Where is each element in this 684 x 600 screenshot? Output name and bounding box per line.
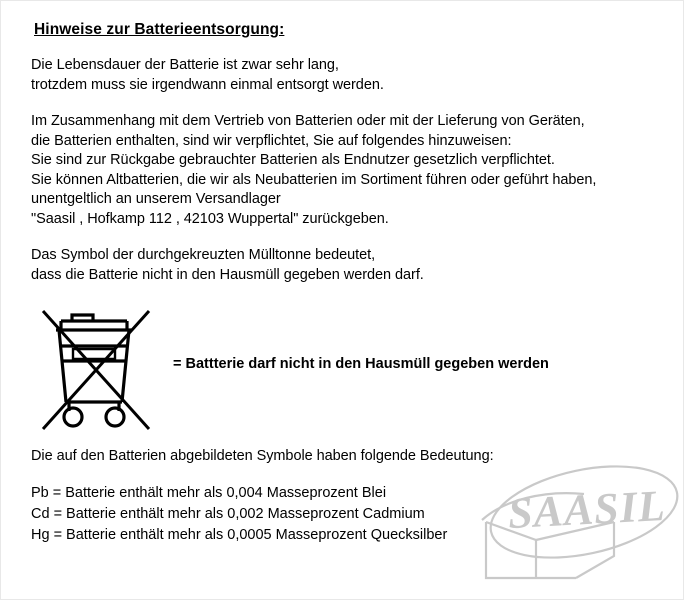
symbol-line-cd: Cd = Batterie enthält mehr als 0,002 Masseprozent Cadmium (31, 505, 425, 522)
intro-line-1: Die Lebensdauer der Batterie ist zwar sehr lang, (31, 57, 339, 73)
document-body (1, 1, 684, 600)
crossed-out-wheeled-bin-icon (35, 299, 155, 434)
obligations-line-4: Sie können Altbatterien, die wir als Neubatterien im Sortiment führen oder geführt haben, (31, 171, 597, 188)
symbol-meaning-line-1: Das Symbol der durchgekreuzten Mülltonne bedeutet, (31, 247, 376, 263)
obligations-line-5: unentgeltlich an unserem Versandlager (31, 191, 281, 207)
obligations-line-3: Sie sind zur Rückgabe gebrauchter Batterien als Endnutzer gesetzlich verpflichtet. (31, 152, 555, 168)
symbol-line-pb: Pb = Batterie enthält mehr als 0,004 Masseprozent Blei (31, 484, 387, 501)
obligations-line-6: "Saasil , Hofkamp 112 , 42103 Wuppertal" zurückgeben. (31, 210, 389, 227)
symbol-meaning-paragraph (31, 246, 663, 285)
obligations-paragraph (31, 112, 663, 229)
symbols-intro: Die auf den Batterien abgebildeten Symbole haben folgende Bedeutung: (31, 448, 494, 464)
symbol-meaning-line-2: dass die Batterie nicht in den Hausmüll gegeben werden darf. (31, 266, 424, 283)
bin-caption: = Battterie darf nicht in den Hausmüll gegeben werden (173, 356, 549, 372)
page-title: Hinweise zur Batterieentsorgung: (34, 21, 285, 38)
bin-symbol-row (31, 299, 663, 439)
intro-paragraph (31, 56, 663, 95)
intro-line-2: trotzdem muss sie irgendwann einmal entsorgt werden. (31, 76, 384, 93)
obligations-line-1: Im Zusammenhang mit dem Vertrieb von Batterien oder mit der Lieferung von Geräten, (31, 113, 585, 129)
watermark-text: SAASIL (506, 480, 667, 539)
obligations-line-2: die Batterien enthalten, sind wir verpflichtet, Sie auf folgendes hinzuweisen: (31, 132, 512, 149)
symbol-legend (31, 483, 663, 546)
symbol-line-hg: Hg = Batterie enthält mehr als 0,0005 Masseprozent Quecksilber (31, 526, 448, 543)
